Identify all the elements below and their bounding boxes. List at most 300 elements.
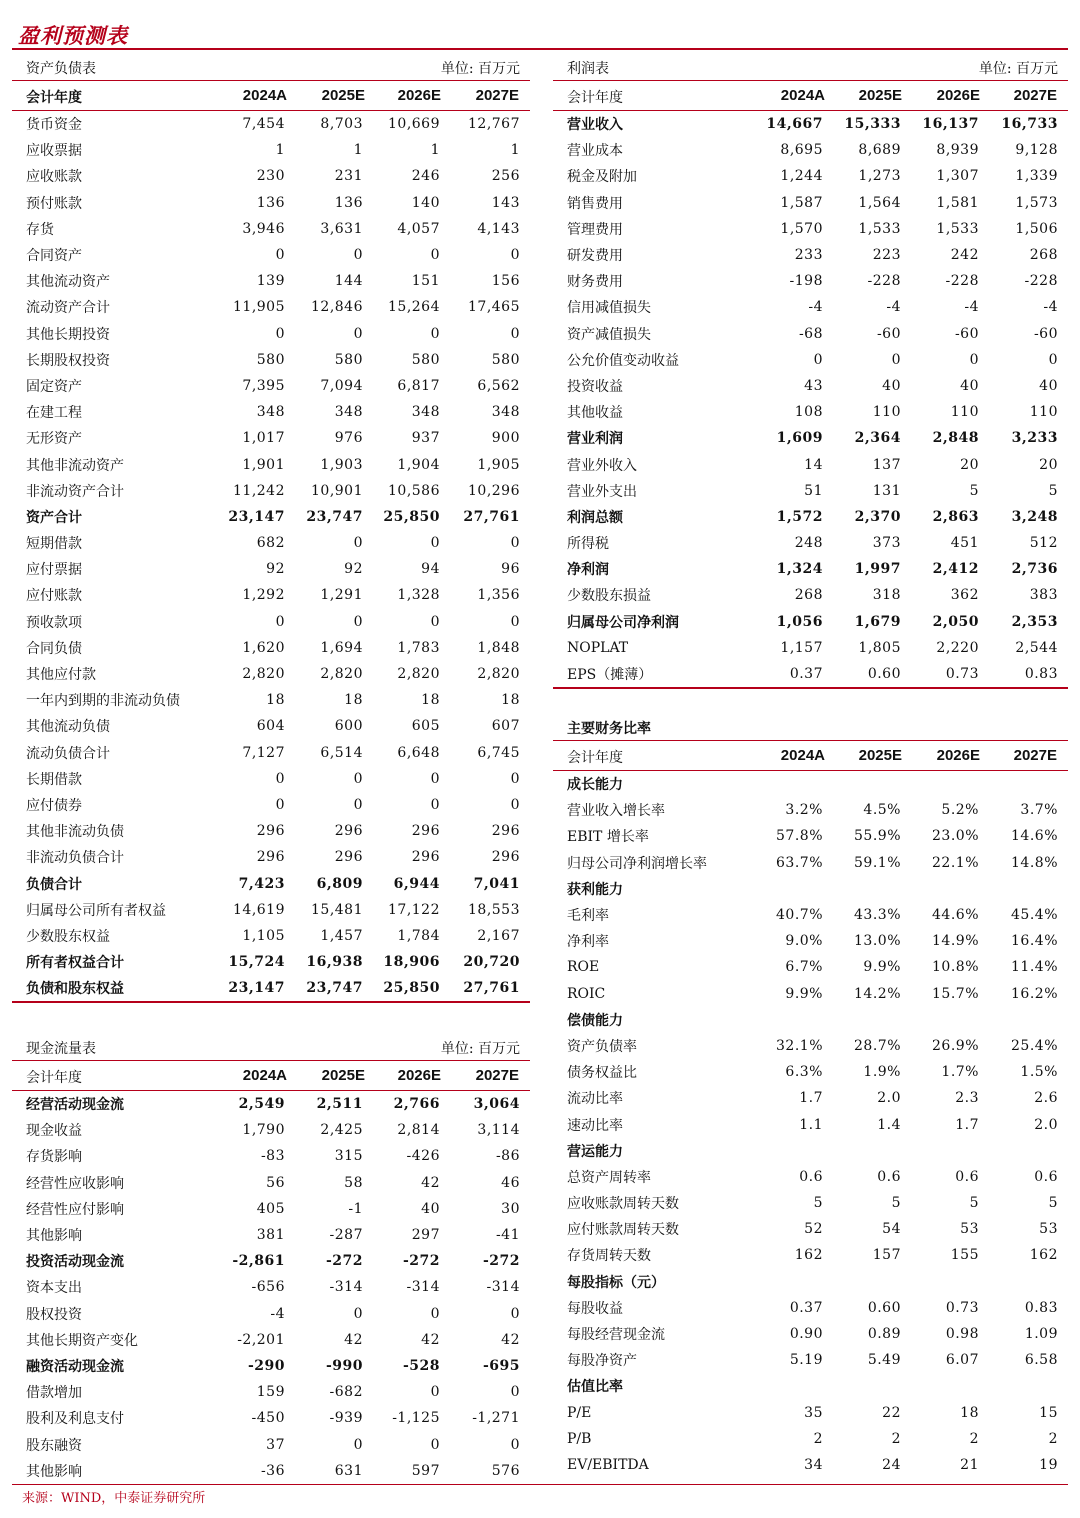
row-value xyxy=(755,1007,833,1033)
row-value: 0 xyxy=(510,535,520,552)
row-value: 2,364 xyxy=(854,430,901,447)
row-value: -656 xyxy=(251,1279,285,1296)
row-value: -990 xyxy=(325,1357,363,1374)
row-value: 92 xyxy=(266,561,285,578)
row-label: 现金收益 xyxy=(26,1123,82,1140)
row-value: 246 xyxy=(411,168,440,185)
table-row xyxy=(12,399,530,425)
column-header-label: 会计年度 xyxy=(26,1070,82,1086)
row-value: 18,906 xyxy=(383,954,440,971)
table-row xyxy=(12,687,530,713)
row-value: -228 xyxy=(867,273,901,290)
row-value: 56 xyxy=(266,1174,285,1191)
table-row xyxy=(12,1274,530,1300)
row-label: 营业外支出 xyxy=(567,483,637,500)
table-row xyxy=(553,1164,1068,1190)
row-label: 每股指标（元） xyxy=(567,1274,665,1291)
table-row xyxy=(553,242,1068,268)
row-value: 37 xyxy=(266,1436,285,1453)
table-row xyxy=(553,504,1068,530)
row-value: 14.9% xyxy=(932,933,979,950)
table-row xyxy=(553,771,1068,797)
ratios-title: 主要财务比率 xyxy=(567,721,651,737)
row-value: 40.7% xyxy=(776,907,823,924)
income-statement-table xyxy=(553,111,1068,687)
row-value: 32.1% xyxy=(776,1037,823,1054)
row-value: 2.6 xyxy=(1034,1090,1058,1107)
row-value: 0.37 xyxy=(789,666,823,683)
row-value: 2,167 xyxy=(477,927,520,944)
row-value: 0 xyxy=(510,325,520,342)
row-value: 682 xyxy=(256,535,285,552)
table-row xyxy=(553,1452,1068,1478)
row-value: 6,514 xyxy=(320,744,363,761)
row-value xyxy=(911,771,989,797)
row-value: 23,747 xyxy=(306,980,363,997)
ratios-column-header xyxy=(553,741,1068,771)
table-row xyxy=(12,1091,530,1117)
row-value: 94 xyxy=(421,561,440,578)
table-row xyxy=(12,1353,530,1379)
table-row xyxy=(12,870,530,896)
row-value: -228 xyxy=(945,273,979,290)
row-value: 0 xyxy=(430,1384,440,1401)
row-value: 5.49 xyxy=(867,1352,901,1369)
row-value xyxy=(833,1269,911,1295)
row-value: 0 xyxy=(510,613,520,630)
row-value: 297 xyxy=(411,1227,440,1244)
row-value xyxy=(833,876,911,902)
row-value: 0.73 xyxy=(945,1299,979,1316)
row-value: -2,861 xyxy=(232,1253,285,1270)
row-value: 1,056 xyxy=(776,613,823,630)
row-value: 3,064 xyxy=(473,1096,520,1113)
row-value: 1,609 xyxy=(776,430,823,447)
row-value: 8,689 xyxy=(858,142,901,159)
row-value: 16.4% xyxy=(1011,933,1058,950)
row-value: 2,549 xyxy=(238,1096,285,1113)
cashflow-section xyxy=(12,1032,530,1484)
row-value: 144 xyxy=(334,273,363,290)
table-row xyxy=(12,897,530,923)
column-header-label: 会计年度 xyxy=(567,750,623,766)
row-value: 14.2% xyxy=(854,985,901,1002)
page-title: 盈利预测表 xyxy=(18,23,128,48)
year-header: 2026E xyxy=(397,87,441,104)
row-value: 1,506 xyxy=(1015,220,1058,237)
row-value: 223 xyxy=(872,247,901,264)
row-value: 19 xyxy=(1039,1456,1058,1473)
row-value: 18 xyxy=(501,692,520,709)
row-value: 2,820 xyxy=(320,666,363,683)
row-value: 18 xyxy=(960,1404,979,1421)
balance-sheet-column-header xyxy=(12,81,530,111)
table-row xyxy=(12,373,530,399)
row-value: 4,057 xyxy=(397,220,440,237)
row-value: 3,233 xyxy=(1011,430,1058,447)
row-value: 1,904 xyxy=(397,456,440,473)
row-value xyxy=(989,771,1068,797)
row-label: 非流动负债合计 xyxy=(26,850,124,867)
row-value: -272 xyxy=(482,1253,520,1270)
table-row xyxy=(553,850,1068,876)
row-value: 296 xyxy=(334,849,363,866)
row-label: 固定资产 xyxy=(26,378,82,395)
table-row xyxy=(12,923,530,949)
table-row xyxy=(553,1111,1068,1137)
row-label: 财务费用 xyxy=(567,274,623,291)
row-value xyxy=(755,1269,833,1295)
row-value: 256 xyxy=(491,168,520,185)
row-label: 股利及利息支付 xyxy=(26,1411,124,1428)
table-row xyxy=(553,451,1068,477)
row-value: 1 xyxy=(430,142,440,159)
row-value: 16,137 xyxy=(922,116,979,133)
year-header: 2027E xyxy=(1013,87,1057,104)
row-value: -60 xyxy=(954,325,979,342)
row-value: 156 xyxy=(491,273,520,290)
year-header: 2025E xyxy=(858,747,902,764)
row-label: 预付账款 xyxy=(26,195,82,212)
row-value: 8,703 xyxy=(320,116,363,133)
row-value: 315 xyxy=(334,1148,363,1165)
table-row xyxy=(553,1400,1068,1426)
row-label: 短期借款 xyxy=(26,536,82,553)
row-label: 净利率 xyxy=(567,934,609,951)
table-row xyxy=(12,294,530,320)
row-value: 2,412 xyxy=(932,561,979,578)
year-header: 2026E xyxy=(936,87,980,104)
row-value: -939 xyxy=(329,1410,363,1427)
year-header: 2025E xyxy=(321,1067,365,1084)
table-row xyxy=(553,373,1068,399)
income-statement-column-header xyxy=(553,81,1068,111)
row-value: 296 xyxy=(491,849,520,866)
row-value: 16.2% xyxy=(1011,985,1058,1002)
row-value: 2 xyxy=(813,1430,823,1447)
row-label: 其他长期投资 xyxy=(26,326,110,343)
row-value: -695 xyxy=(482,1357,520,1374)
row-value: 139 xyxy=(256,273,285,290)
row-value: 1,848 xyxy=(477,639,520,656)
table-row xyxy=(553,1059,1068,1085)
row-value: 0.6 xyxy=(799,1168,823,1185)
row-value: 0 xyxy=(430,535,440,552)
row-value: 296 xyxy=(256,823,285,840)
row-label: 其他收益 xyxy=(567,405,623,422)
row-value: 405 xyxy=(256,1200,285,1217)
row-value: 11,905 xyxy=(233,299,285,316)
row-label: 其他非流动资产 xyxy=(26,457,124,474)
row-value: 1,105 xyxy=(242,927,285,944)
row-value: 0.37 xyxy=(789,1299,823,1316)
row-value: 0 xyxy=(510,1436,520,1453)
row-value: 92 xyxy=(344,561,363,578)
table-row xyxy=(12,975,530,1001)
table-row xyxy=(553,609,1068,635)
row-value: 0 xyxy=(430,613,440,630)
row-value: 0 xyxy=(891,351,901,368)
row-value: 242 xyxy=(950,247,979,264)
row-label: 利润总额 xyxy=(567,509,623,526)
row-value xyxy=(989,1138,1068,1164)
row-value xyxy=(755,1138,833,1164)
row-label: 估值比率 xyxy=(567,1379,623,1396)
table-row xyxy=(12,740,530,766)
row-value: 6,944 xyxy=(393,875,440,892)
table-row xyxy=(553,163,1068,189)
row-value: 0.89 xyxy=(867,1326,901,1343)
row-value: 1.7 xyxy=(799,1090,823,1107)
row-value: 1,805 xyxy=(858,639,901,656)
row-value: 21 xyxy=(960,1456,979,1473)
row-value: 0 xyxy=(353,1436,363,1453)
balance-sheet-section xyxy=(12,52,530,1003)
row-value: 1,457 xyxy=(320,927,363,944)
row-label: 偿债能力 xyxy=(567,1012,623,1029)
year-header: 2024A xyxy=(242,1067,287,1084)
row-value: 143 xyxy=(491,194,520,211)
row-value: 1,679 xyxy=(854,613,901,630)
row-value: 1 xyxy=(353,142,363,159)
table-row xyxy=(553,530,1068,556)
row-value: 24 xyxy=(882,1456,901,1473)
table-row xyxy=(553,321,1068,347)
row-label: 其他应付款 xyxy=(26,667,96,684)
row-value: -68 xyxy=(798,325,823,342)
row-value: 25.4% xyxy=(1011,1037,1058,1054)
row-value xyxy=(833,1007,911,1033)
row-value: 381 xyxy=(256,1227,285,1244)
table-row xyxy=(553,1216,1068,1242)
row-value: 12,846 xyxy=(311,299,363,316)
row-label: 净利润 xyxy=(567,562,609,579)
row-value: 15,264 xyxy=(388,299,440,316)
row-label: 应付债券 xyxy=(26,797,82,814)
row-value: 268 xyxy=(1029,247,1058,264)
row-label: 流动比率 xyxy=(567,1091,623,1108)
row-value: 10,669 xyxy=(388,116,440,133)
row-value: 40 xyxy=(421,1200,440,1217)
row-value: 937 xyxy=(411,430,440,447)
table-row xyxy=(12,1405,530,1431)
table-row xyxy=(553,399,1068,425)
ratios-table xyxy=(553,771,1068,1478)
table-row xyxy=(553,425,1068,451)
row-label: 公允价值变动收益 xyxy=(567,352,679,369)
row-value: -41 xyxy=(495,1227,520,1244)
row-value: 0 xyxy=(430,796,440,813)
row-value: 0.6 xyxy=(877,1168,901,1185)
row-value: 17,465 xyxy=(468,299,520,316)
row-value: 12,767 xyxy=(468,116,520,133)
table-row xyxy=(12,268,530,294)
row-value: 46 xyxy=(501,1174,520,1191)
row-value: 15.7% xyxy=(932,985,979,1002)
row-value: 0 xyxy=(430,325,440,342)
row-label: 营业成本 xyxy=(567,143,623,160)
row-value xyxy=(911,1373,989,1399)
row-value: 3,631 xyxy=(320,220,363,237)
row-label: 货币资金 xyxy=(26,117,82,134)
row-label: 应收账款 xyxy=(26,169,82,186)
row-value: 137 xyxy=(872,456,901,473)
year-header: 2026E xyxy=(397,1067,441,1084)
row-value: 0 xyxy=(969,351,979,368)
row-value: -4 xyxy=(964,299,979,316)
row-value: 0.73 xyxy=(945,666,979,683)
row-value: -198 xyxy=(789,273,823,290)
table-row xyxy=(12,1301,530,1327)
balance-sheet-title: 资产负债表 xyxy=(26,61,96,77)
row-label: 总资产周转率 xyxy=(567,1169,651,1186)
row-value: 0 xyxy=(353,796,363,813)
table-row xyxy=(12,1117,530,1143)
column-header-label: 会计年度 xyxy=(567,90,623,106)
income-statement-header xyxy=(553,52,1068,81)
column-header-label: 会计年度 xyxy=(26,90,82,106)
row-value: 0 xyxy=(275,796,285,813)
row-value: -682 xyxy=(329,1384,363,1401)
row-value: 18,553 xyxy=(468,901,520,918)
row-label: 每股净资产 xyxy=(567,1353,637,1370)
row-value: 296 xyxy=(411,823,440,840)
row-value: 604 xyxy=(256,718,285,735)
row-value: 2,848 xyxy=(932,430,979,447)
row-value: -2,201 xyxy=(237,1331,285,1348)
year-header: 2024A xyxy=(780,747,825,764)
table-row xyxy=(12,1196,530,1222)
row-value: 131 xyxy=(872,482,901,499)
row-value: 40 xyxy=(960,377,979,394)
row-value: 6,648 xyxy=(397,744,440,761)
row-value: 1,573 xyxy=(1015,194,1058,211)
row-label: 非流动资产合计 xyxy=(26,483,124,500)
row-value: 7,127 xyxy=(242,744,285,761)
row-value: 0.90 xyxy=(789,1326,823,1343)
row-label: 归母公司净利润增长率 xyxy=(567,855,707,872)
row-label: 销售费用 xyxy=(567,195,623,212)
table-row xyxy=(553,661,1068,687)
row-value: 7,423 xyxy=(238,875,285,892)
row-value: 42 xyxy=(501,1331,520,1348)
table-row xyxy=(553,1347,1068,1373)
table-row xyxy=(12,190,530,216)
row-value: 1,790 xyxy=(242,1122,285,1139)
row-label: 无形资产 xyxy=(26,431,82,448)
table-row xyxy=(12,1431,530,1457)
cashflow-table xyxy=(12,1091,530,1484)
row-value: 110 xyxy=(950,404,979,421)
row-value: 1,328 xyxy=(397,587,440,604)
row-value: 976 xyxy=(334,430,363,447)
row-value: 3,946 xyxy=(242,220,285,237)
table-row xyxy=(553,1033,1068,1059)
table-row xyxy=(12,713,530,739)
table-row xyxy=(12,556,530,582)
row-value: 5.2% xyxy=(941,802,979,819)
year-header: 2027E xyxy=(1013,747,1057,764)
row-value: 1 xyxy=(510,142,520,159)
row-value: 5 xyxy=(1048,482,1058,499)
row-value: 8,695 xyxy=(780,142,823,159)
row-value: 230 xyxy=(256,168,285,185)
row-value: 1,905 xyxy=(477,456,520,473)
footer-divider xyxy=(12,1484,1068,1485)
row-label: 成长能力 xyxy=(567,777,623,794)
row-value: 1,903 xyxy=(320,456,363,473)
row-value xyxy=(989,1269,1068,1295)
row-value: 5 xyxy=(813,1195,823,1212)
row-value: 373 xyxy=(872,535,901,552)
row-value xyxy=(911,876,989,902)
row-value: 512 xyxy=(1029,535,1058,552)
row-value: 15 xyxy=(1039,1404,1058,1421)
row-value: -4 xyxy=(808,299,823,316)
table-row xyxy=(12,582,530,608)
row-value: -290 xyxy=(247,1357,285,1374)
row-value: -4 xyxy=(270,1305,285,1322)
row-value xyxy=(833,771,911,797)
row-value: 2 xyxy=(969,1430,979,1447)
row-label: 每股经营现金流 xyxy=(567,1327,665,1344)
table-row xyxy=(12,530,530,556)
row-value: 348 xyxy=(411,404,440,421)
row-value: 0 xyxy=(275,247,285,264)
row-value: 18 xyxy=(266,692,285,709)
row-value: 155 xyxy=(950,1247,979,1264)
row-value: 2,425 xyxy=(320,1122,363,1139)
table-row xyxy=(12,818,530,844)
row-label: ROE xyxy=(567,959,600,976)
table-row xyxy=(12,1458,530,1484)
row-value: 268 xyxy=(794,587,823,604)
table-row xyxy=(12,1170,530,1196)
row-value: 5 xyxy=(891,1195,901,1212)
row-value: 11.4% xyxy=(1011,959,1058,976)
row-value: -228 xyxy=(1024,273,1058,290)
row-value: 40 xyxy=(882,377,901,394)
row-value: 14.6% xyxy=(1011,828,1058,845)
row-value: -1,125 xyxy=(392,1410,440,1427)
row-value: 631 xyxy=(334,1462,363,1479)
row-value: 0 xyxy=(1048,351,1058,368)
row-value: 0 xyxy=(430,770,440,787)
row-value: 4,143 xyxy=(477,220,520,237)
row-value: -60 xyxy=(876,325,901,342)
row-value: 1,244 xyxy=(780,168,823,185)
row-value: 1,997 xyxy=(854,561,901,578)
row-value: 0 xyxy=(353,770,363,787)
row-value: 30 xyxy=(501,1200,520,1217)
row-value: 1,533 xyxy=(936,220,979,237)
row-value: 1,783 xyxy=(397,639,440,656)
row-label: 资产负债率 xyxy=(567,1038,637,1055)
row-value: 2,511 xyxy=(316,1096,363,1113)
year-header: 2027E xyxy=(475,1067,519,1084)
row-value: -1 xyxy=(348,1200,363,1217)
row-label: 投资收益 xyxy=(567,378,623,395)
row-value: 159 xyxy=(256,1384,285,1401)
row-value: 576 xyxy=(491,1462,520,1479)
row-value: 1,356 xyxy=(477,587,520,604)
row-value: 157 xyxy=(872,1247,901,1264)
row-value: 2,370 xyxy=(854,508,901,525)
table-row xyxy=(12,661,530,687)
row-value: 7,395 xyxy=(242,377,285,394)
row-value: 14,667 xyxy=(766,116,823,133)
row-value: 383 xyxy=(1029,587,1058,604)
